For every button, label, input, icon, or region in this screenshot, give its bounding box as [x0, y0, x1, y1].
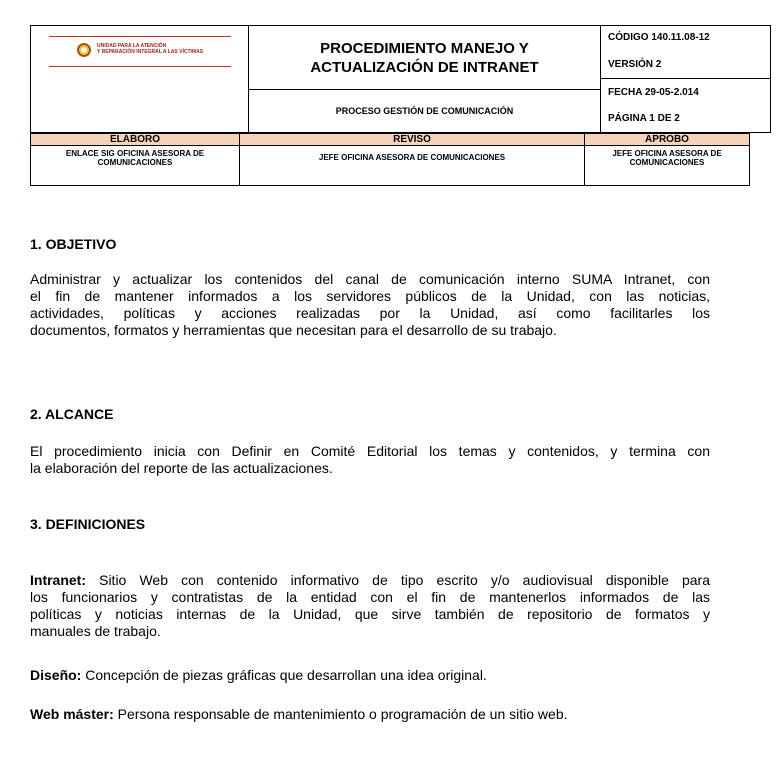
alcance-line: El procedimiento inicia con Definir en Comité Editorial los temas y contenidos, y termina con [30, 443, 710, 459]
definition-diseno [30, 667, 710, 684]
aprobo-line1: JEFE OFICINA ASESORA DE [612, 149, 722, 158]
elaboro-line2: COMUNICACIONES [97, 158, 173, 167]
term-diseno: Diseño: [30, 667, 82, 683]
cell-elaboro [30, 146, 239, 186]
alcance-line: la elaboración del reporte de las actualizaciones. [30, 460, 333, 476]
logo-text [97, 43, 203, 55]
term-webmaster: Web máster: [30, 706, 114, 722]
intranet-text: Sitio Web con contenido informativo de tipo escrito y/o audiovisual disponible para [86, 572, 710, 588]
intranet-line: los funcionarios y contratistas de la entidad con el fin de mantenerlos informados de las [30, 589, 710, 605]
document-metadata [601, 26, 770, 132]
approval-table-row [30, 146, 750, 186]
header-reviso: REVISÓ [239, 133, 584, 146]
page-label: PÁGINA 1 DE 2 [608, 113, 680, 124]
definition-webmaster [30, 706, 710, 723]
cell-aprobo [584, 146, 750, 186]
section-heading-alcance: 2. ALCANCE [30, 406, 114, 422]
intranet-line: políticas y noticias internas de la Unidad, que sirve también de repositorio de formatos y [30, 606, 710, 622]
cell-reviso: JEFE OFICINA ASESORA DE COMUNICACIONES [239, 146, 584, 186]
intranet-line [30, 572, 710, 589]
diseno-text: Concepción de piezas gráficas que desarrollan una idea original. [81, 667, 487, 683]
title-line1: PROCEDIMIENTO MANEJO Y [320, 39, 529, 57]
objetivo-line: documentos, formatos y herramientas que necesitan para el desarrollo de su trabajo. [30, 322, 557, 338]
header-elaboro: ELABORÓ [30, 133, 239, 146]
term-intranet: Intranet: [30, 572, 86, 588]
section-heading-objetivo: 1. OBJETIVO [30, 236, 117, 252]
meta-divider [601, 78, 770, 79]
logo-rule-bottom [49, 66, 231, 67]
webmaster-text: Persona responsable de mantenimiento o programación de un sitio web. [113, 706, 568, 722]
approval-table-header [30, 133, 750, 146]
approval-table [30, 133, 750, 186]
definition-intranet [30, 572, 710, 640]
header-aprobo: APROBÓ [584, 133, 750, 146]
paragraph-alcance [30, 443, 710, 477]
objetivo-line: el fin de mantener informados a los servidores públicos de la Unidad, con las noticias, [30, 288, 710, 304]
intranet-line: manuales de trabajo. [30, 623, 161, 639]
section-heading-definiciones: 3. DEFINICIONES [30, 516, 146, 532]
logo-rule-top [49, 36, 231, 37]
document-header [30, 25, 771, 133]
logo-cell [31, 26, 249, 132]
objetivo-line: Administrar y actualizar los contenidos del canal de comunicación interno SUMA Intranet, con [30, 271, 710, 287]
logo-text-line1: UNIDAD PARA LA ATENCIÓN [97, 43, 167, 49]
process-name: PROCESO GESTIÓN DE COMUNICACIÓN [249, 90, 601, 132]
paragraph-objetivo [30, 271, 710, 339]
code-label: CÓDIGO 140.11.08-12 [608, 32, 710, 43]
aprobo-line2: COMUNICACIONES [629, 158, 705, 167]
date-label: FECHA 29-05-2.014 [608, 87, 699, 98]
title-line2: ACTUALIZACIÓN DE INTRANET [310, 58, 539, 76]
logo-text-line2: Y REPARACIÓN INTEGRAL A LAS VÍCTIMAS [97, 49, 204, 55]
coat-of-arms-icon [77, 43, 91, 57]
document-title [249, 26, 601, 90]
version-label: VERSIÓN 2 [608, 59, 662, 70]
objetivo-line: actividades, políticas y acciones realizadas por la Unidad, así como facilitarles los [30, 305, 710, 321]
elaboro-line1: ENLACE SIG OFICINA ASESORA DE [65, 149, 205, 158]
